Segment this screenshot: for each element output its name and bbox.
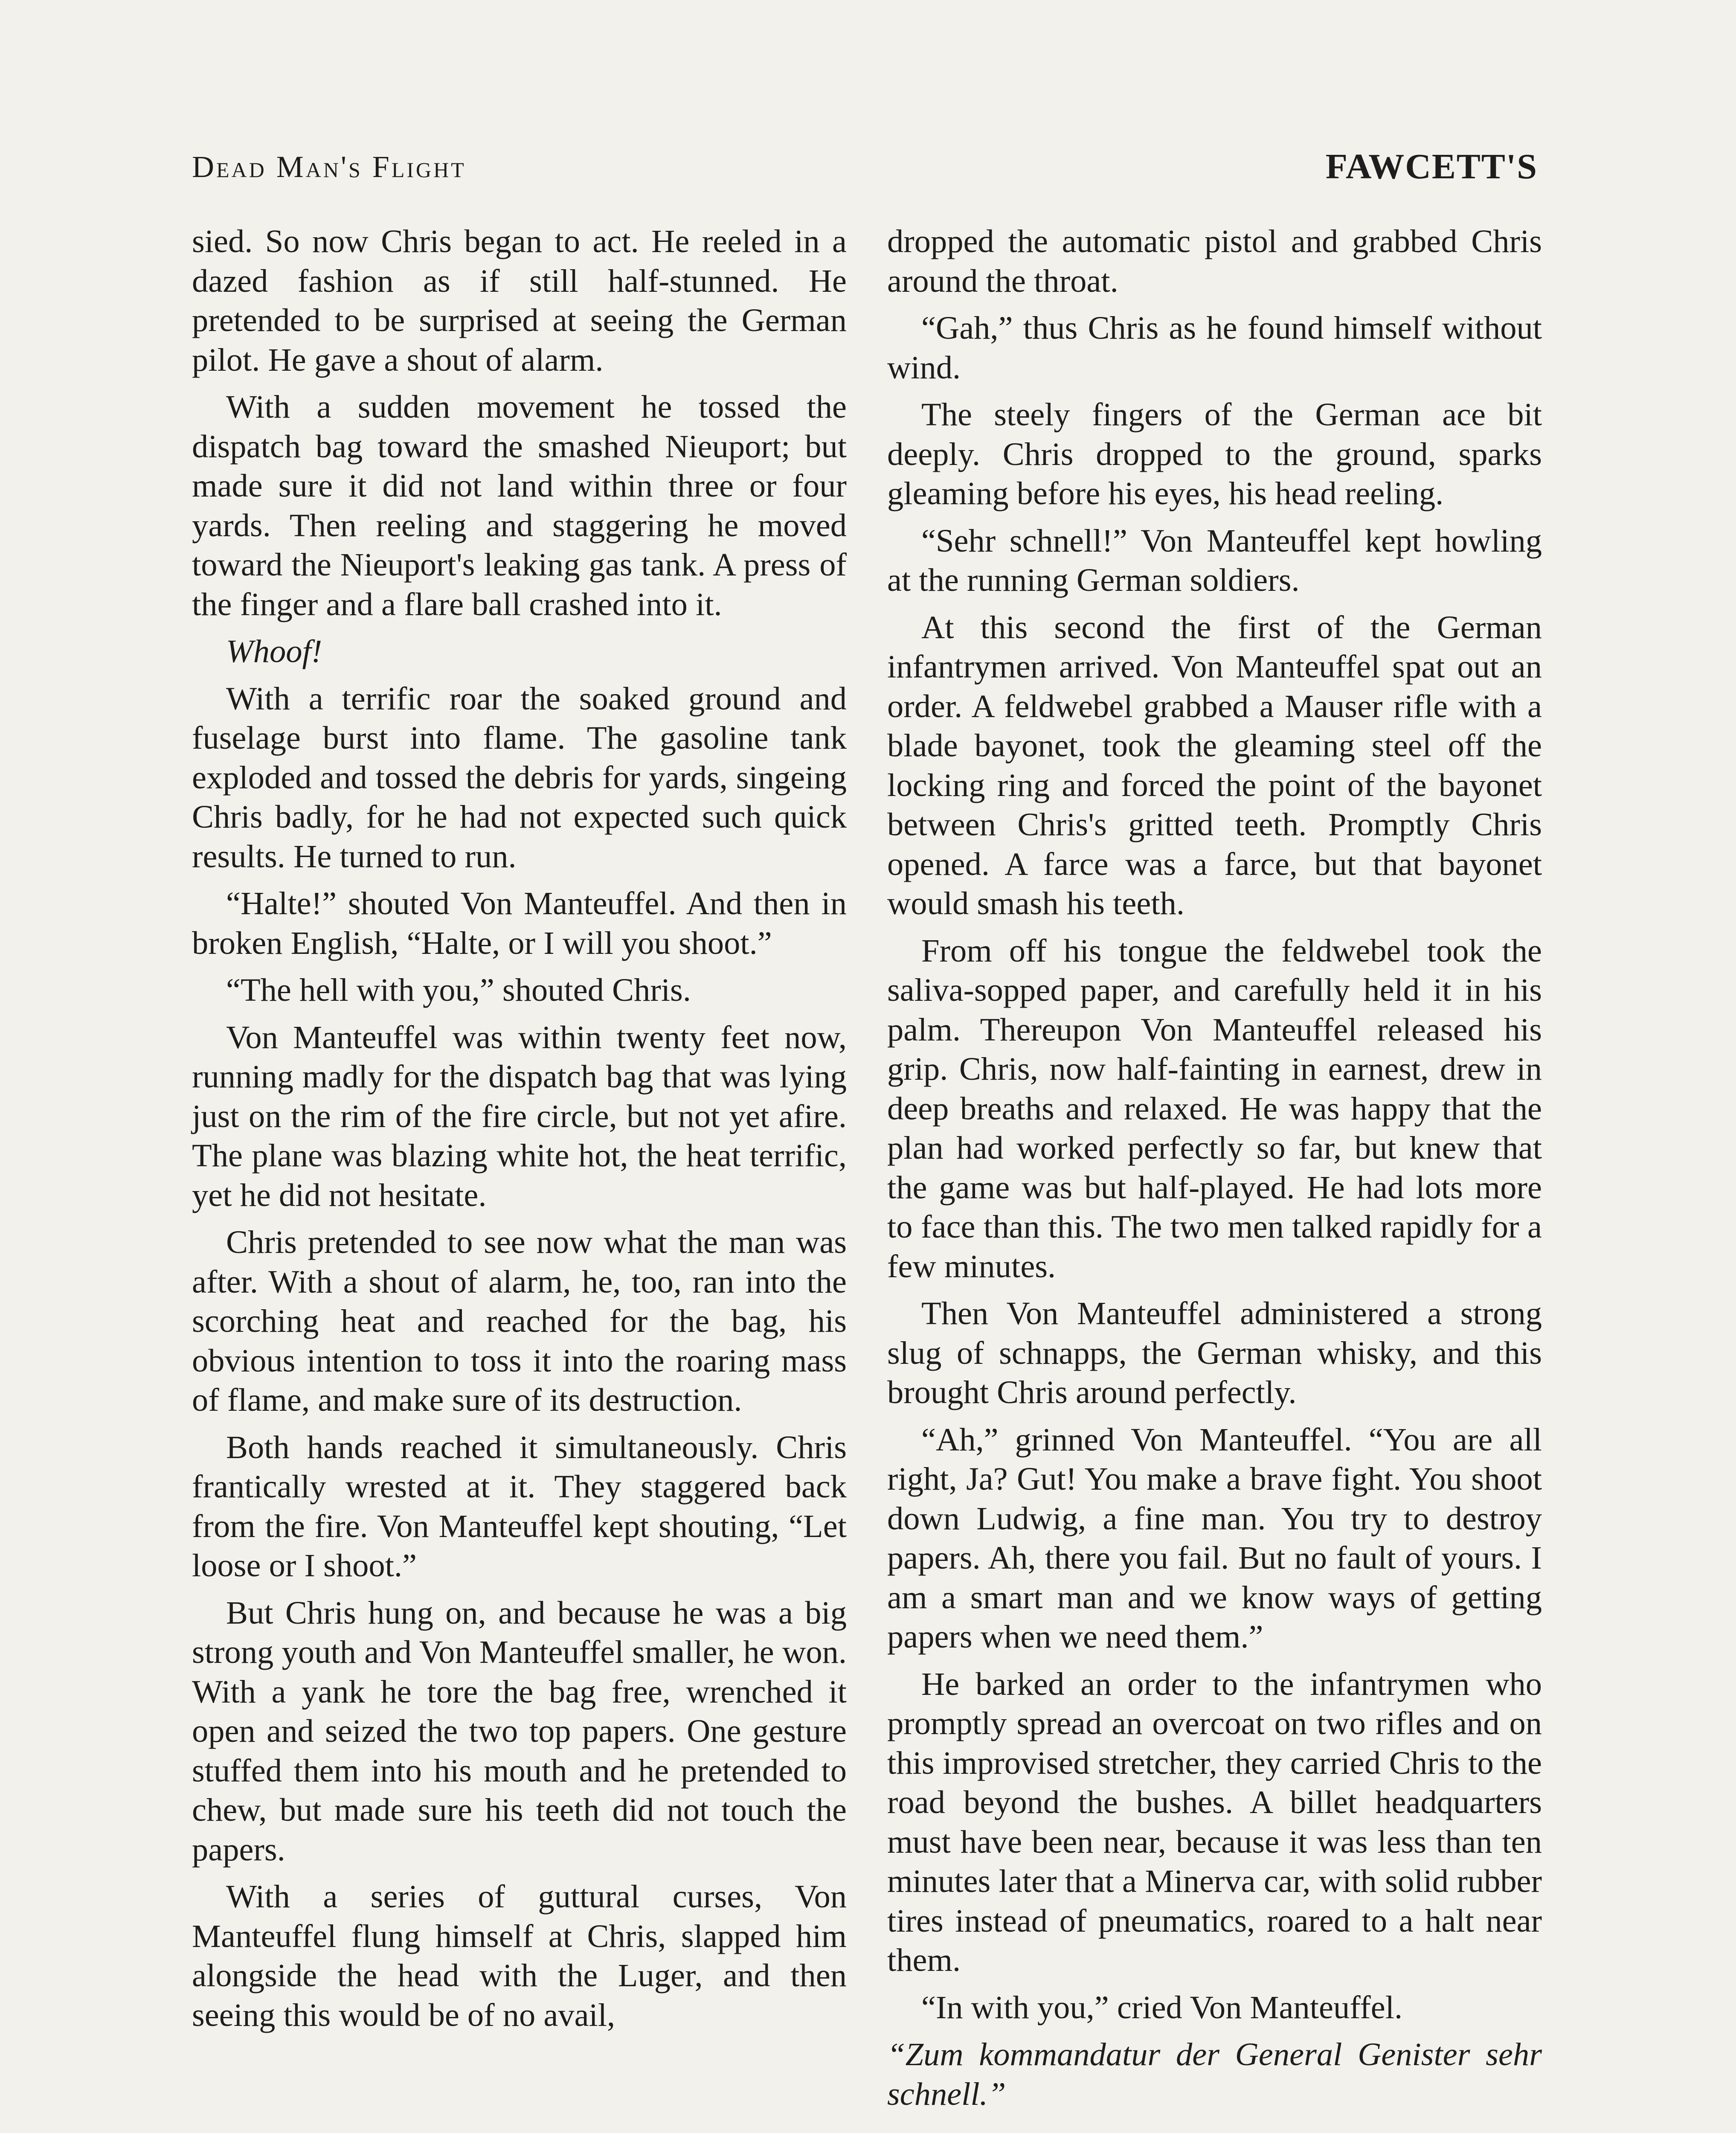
- paragraph: sied. So now Chris began to act. He reeled in a dazed fashion as if still half-stunned. He pretended to be surprised at seeing the German pilot. He gave a shout of alarm.: [192, 223, 847, 378]
- paragraph: “Ah,” grinned Von Manteuffel. “You are all right, Ja? Gut! You make a brave fight. You shoot down Ludwig, a fine man. You try to destroy papers. Ah, there you fail. But no fault of yours. I am a smart man and we know ways of getting papers when we need them.”: [887, 1421, 1542, 1655]
- paragraph: With a terrific roar the soaked ground and fuselage burst into flame. The gasoline tank exploded and tossed the debris for yards, singeing Chris badly, for he had not expected such quick results. He turned to run.: [192, 680, 847, 875]
- paragraph: Von Manteuffel was within twenty feet now, running madly for the dispatch bag that was lying just on the rim of the fire circle, but not yet afire. The plane was blazing white hot, the heat terrific, yet he did not hesitate.: [192, 1019, 847, 1213]
- paragraph: “In with you,” cried Von Manteuffel.: [921, 1989, 1403, 2025]
- paragraph: “Sehr schnell!” Von Manteuffel kept howling at the running German soldiers.: [887, 522, 1542, 598]
- running-title: Dead Man's Flight: [192, 150, 466, 184]
- magazine-title: FAWCETT'S: [1325, 147, 1538, 186]
- paragraph: Whoof!: [226, 633, 322, 669]
- paragraph: “Gah,” thus Chris as he found himself without wind.: [887, 310, 1542, 386]
- paragraph: Chris pretended to see now what the man was after. With a shout of alarm, he, too, ran into the scorching heat and reached for the bag, his obvious intention to toss it into the roaring mass of flame, and make sure of its destruction.: [192, 1224, 847, 1418]
- paragraph: He barked an order to the infantrymen who promptly spread an overcoat on two rifles and on this improvised stretcher, they carried Chris to the road beyond the bushes. A billet headquarters must have been near, because it was less than ten minutes later that a Minerva car, with solid rubber tires instead of pneumatics, roared to a halt near them.: [887, 1665, 1542, 1978]
- right-column: [887, 222, 1542, 2121]
- paragraph: “Halte!” shouted Von Manteuffel. And then in broken English, “Halte, or I will you shoot.”: [192, 885, 847, 961]
- paragraph: The steely fingers of the German ace bit deeply. Chris dropped to the ground, sparks gleaming before his eyes, his head reeling.: [887, 396, 1542, 511]
- left-column: [192, 222, 847, 2043]
- paragraph: But Chris hung on, and because he was a big strong youth and Von Manteuffel smaller, he won. With a yank he tore the bag free, wrenched it open and seized the two top papers. One gesture stuffed them into his mouth and he pretended to chew, but made sure his teeth did not touch the papers.: [192, 1594, 847, 1868]
- page-header: [192, 149, 1538, 188]
- paragraph: Then Von Manteuffel administered a strong slug of schnapps, the German whisky, and this brought Chris around perfectly.: [887, 1295, 1542, 1410]
- paragraph: “Zum kommandatur der General Genister sehr schnell.”: [887, 2036, 1542, 2112]
- paragraph: “The hell with you,” shouted Chris.: [226, 972, 691, 1008]
- paragraph: With a series of guttural curses, Von Manteuffel flung himself at Chris, slapped him alongside the head with the Luger, and then seeing this would be of no avail,: [192, 1878, 847, 2033]
- paragraph: With a sudden movement he tossed the dispatch bag toward the smashed Nieuport; but made sure it did not land within three or four yards. Then reeling and staggering he moved toward the Nieuport's leaking gas tank. A press of the finger and a flare ball crashed into it.: [192, 389, 847, 622]
- paragraph: At this second the first of the German infantrymen arrived. Von Manteuffel spat out an order. A feldwebel grabbed a Mauser rifle with a blade bayonet, took the gleaming steel off the locking ring and forced the point of the bayonet between Chris's gritted teeth. Promptly Chris opened. A farce was a farce, but that bayonet would smash his teeth.: [887, 609, 1542, 921]
- paragraph: From off his tongue the feldwebel took the saliva-sopped paper, and carefully held it in his palm. Thereupon Von Manteuffel released his grip. Chris, now half-fainting in earnest, drew in deep breaths and relaxed. He was happy that the plan had worked perfectly so far, but knew that the game was but half-played. He had lots more to face than this. The two men talked rapidly for a few minutes.: [887, 932, 1542, 1284]
- paragraph: Both hands reached it simultaneously. Chris frantically wrested at it. They staggered back from the fire. Von Manteuffel kept shouting, “Let loose or I shoot.”: [192, 1429, 847, 1584]
- paragraph: dropped the automatic pistol and grabbed Chris around the throat.: [887, 223, 1542, 299]
